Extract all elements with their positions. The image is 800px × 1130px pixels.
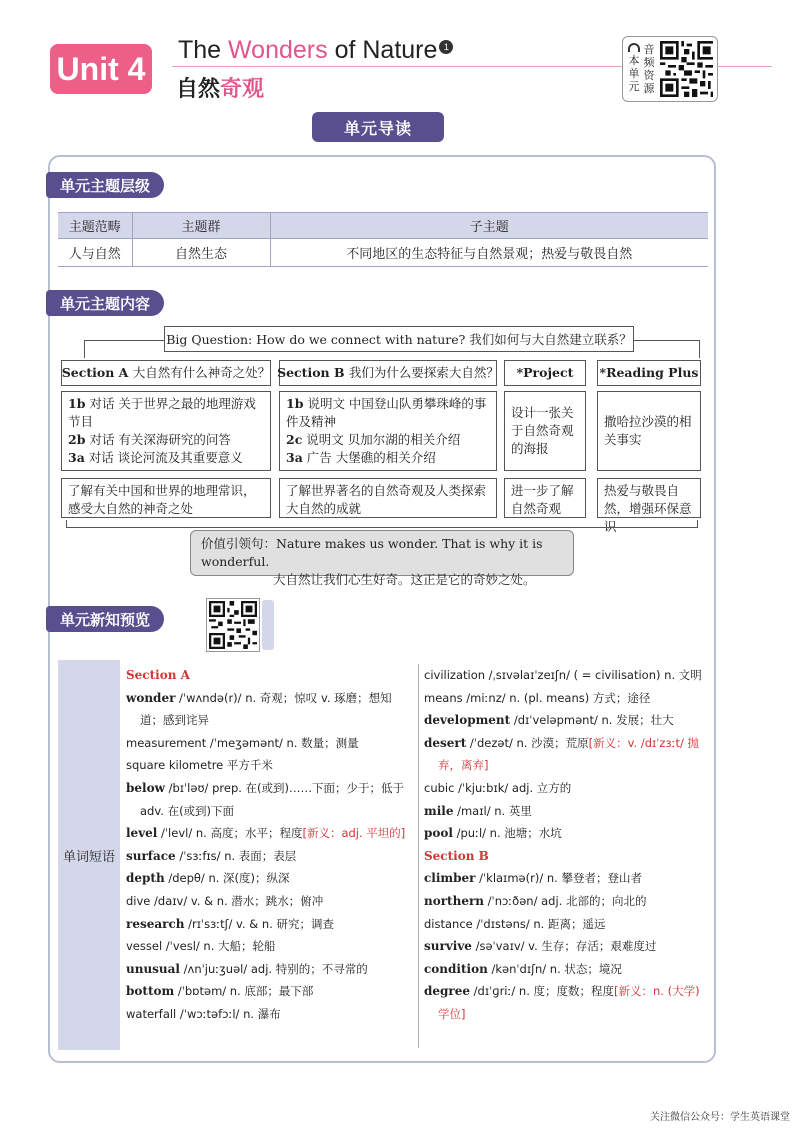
vocab-entry (424, 935, 706, 958)
vocab-definition: /ˈnɔːðən/ adj. 北部的；向北的 (484, 893, 647, 908)
table-cell: 人与自然 (58, 239, 132, 267)
section-a-items (61, 391, 271, 471)
vocab-new-meaning: [新义：v. /dɪˈzɜːt/ 抛弃，离弃] (438, 735, 699, 773)
vocab-word: unusual (126, 961, 180, 976)
value-en: Nature makes us wonder. That is why it is wonderful. (201, 536, 543, 569)
vocab-entry (424, 777, 706, 800)
audio-label-5: 元 (628, 80, 640, 93)
item-text: 广告 大堡礁的相关介绍 (306, 450, 436, 465)
vocab-definition: /ˈwʌndə(r)/ n. 奇观；惊叹 v. 琢磨；想知道；感到诧异 (140, 690, 392, 728)
vocab-word: level (126, 826, 158, 841)
section-title-theme-content: 单元主题内容 (46, 290, 164, 316)
list-item (68, 395, 264, 431)
item-code: 2c (286, 432, 303, 447)
unit-title-en (178, 36, 453, 65)
vocab-definition: /dɪˈveləpmənt/ n. 发展；壮大 (510, 713, 674, 728)
vocab-definition: /dɪˈɡriː/ n. 度；度数；程度 (470, 984, 615, 999)
table-cell: 自然生态 (132, 239, 270, 267)
audio-label-3: 单 (628, 67, 640, 80)
section-title-preview: 单元新知预览 (46, 606, 164, 632)
vocab-definition: cubic /ˈkjuːbɪk/ adj. 立方的 (424, 780, 572, 795)
vocab-definition: /depθ/ n. 深(度)；纵深 (164, 871, 290, 886)
value-cn: 大自然让我们心生好奇。这正是它的奇妙之处。 (273, 572, 536, 587)
value-statement (190, 530, 574, 587)
vocab-definition: /ˈklaɪmə(r)/ n. 攀登者；登山者 (475, 871, 642, 886)
vocab-word: bottom (126, 984, 175, 999)
theme-level-table (58, 212, 708, 267)
column-header-reading-plus: *Reading Plus (597, 360, 701, 386)
list-item (68, 449, 264, 467)
table-cell: 不同地区的生态特征与自然景观；热爱与敬畏自然 (270, 239, 708, 267)
vocab-entry (424, 687, 706, 710)
vocab-word: pool (424, 826, 453, 841)
item-text: 说明文 中国登山队勇攀珠峰的事件及精神 (286, 396, 487, 429)
item-text: 对话 有关深海研究的问答 (89, 432, 231, 447)
vocab-definition: /ˈlevl/ n. 高度；水平；程度 (157, 826, 303, 841)
connector-right (634, 340, 700, 358)
column-header-section-b (279, 360, 497, 386)
table-header: 主题群 (132, 213, 270, 239)
vocab-entry (424, 709, 706, 732)
audio-label-0: 音 (643, 43, 655, 56)
vocab-definition: /ˈsɜːfɪs/ n. 表面；表层 (175, 848, 297, 863)
title-part-2: Wonders (228, 36, 328, 64)
vocab-definition: dive /daɪv/ v. & n. 潜水；跳水；俯冲 (126, 893, 324, 908)
title-part-1: The (178, 36, 229, 64)
qr-code-icon[interactable] (660, 41, 713, 97)
vocab-word: below (126, 780, 165, 795)
vocab-entry (126, 890, 412, 913)
item-code: 2b (68, 432, 86, 447)
vocab-entry (126, 822, 412, 845)
preview-qr-code-icon[interactable] (206, 598, 260, 652)
column-header-section-a (61, 360, 271, 386)
vocab-entry (126, 935, 412, 958)
value-label: 价值引领句： (201, 536, 277, 551)
vocab-entry (126, 754, 412, 777)
vocab-definition: /kənˈdɪʃn/ n. 状态；境况 (487, 961, 622, 976)
vocab-new-meaning: [新义：n. (大学)学位] (438, 984, 700, 1021)
list-item (286, 395, 490, 431)
vocab-entry (126, 867, 412, 890)
item-text: 说明文 贝加尔湖的相关介绍 (306, 432, 461, 447)
vocab-word: wonder (126, 690, 176, 705)
audio-label-2: 频 (643, 56, 655, 69)
unit-tag: Unit 4 (50, 44, 152, 94)
list-item (286, 449, 490, 467)
vocab-word: degree (424, 984, 471, 999)
vocab-definition: /rɪˈsɜːtʃ/ v. & n. 研究；调查 (184, 916, 335, 931)
vocab-entry (424, 800, 706, 823)
title-part-3: of Nature (327, 36, 438, 64)
vocab-definition: measurement /ˈmeʒəmənt/ n. 数量；测量 (126, 735, 359, 750)
reading-plus-text: 撒哈拉沙漠的相关事实 (604, 414, 692, 447)
item-text: 对话 谈论河流及其重要意义 (88, 450, 243, 465)
item-code: 1b (68, 396, 86, 411)
connector-left (84, 340, 164, 358)
vocab-entry (126, 1003, 412, 1026)
section-title-theme-level: 单元主题层级 (46, 172, 164, 198)
column-header-cn: 大自然有什么神奇之处？ (132, 365, 271, 380)
title-cn-b: 奇观 (220, 77, 265, 102)
vocab-word: surface (126, 848, 176, 863)
vocab-new-meaning: [新义：adj. 平坦的] (302, 826, 406, 841)
vocab-word: condition (424, 961, 488, 976)
vocab-definition: means /miːnz/ n. (pl. means) 方式；途径 (424, 690, 651, 705)
vocab-definition: /ˈbɒtəm/ n. 底部；最下部 (174, 984, 314, 999)
vocab-entry (126, 845, 412, 868)
vocab-entry (126, 732, 412, 755)
vocab-word: survive (424, 939, 472, 954)
vocab-section-a-title: Section A (126, 668, 190, 682)
audio-label-6: 源 (643, 82, 655, 95)
list-item (68, 431, 264, 449)
table-header: 子主题 (270, 213, 708, 239)
vocab-right-column (424, 664, 706, 1026)
title-cn-a: 自然 (176, 77, 221, 102)
section-a-goal: 了解有关中国和世界的地理常识，感受大自然的神奇之处 (61, 478, 271, 518)
audio-label-4: 资 (643, 69, 655, 82)
list-item (286, 431, 490, 449)
headphone-icon (628, 43, 640, 52)
vocab-word: development (424, 713, 511, 728)
footer-note: 关注微信公众号：学生英语课堂 (650, 1112, 790, 1123)
item-code: 1b (286, 396, 304, 411)
project-content (504, 391, 586, 471)
item-code: 3a (286, 450, 303, 465)
table-header: 主题范畴 (58, 213, 132, 239)
item-code: 3a (68, 450, 85, 465)
item-text: 对话 关于世界之最的地理游戏节目 (68, 396, 256, 429)
vocab-definition: waterfall /ˈwɔːtəfɔːl/ n. 瀑布 (126, 1006, 281, 1021)
reading-plus-goal: 热爱与敬畏自然，增强环保意识 (597, 478, 701, 518)
vocab-definition: square kilometre 平方千米 (126, 758, 273, 773)
vocab-definition: /puːl/ n. 池塘；水坑 (452, 826, 562, 841)
vocab-entry (126, 958, 412, 981)
big-question: Big Question: How do we connect with nature? 我们如何与大自然建立联系？ (164, 326, 634, 352)
vocab-side-label: 单词短语 (58, 660, 120, 1050)
vocab-definition: civilization /ˌsɪvəlaɪˈzeɪʃn/ ( = civilisation) n. 文明 (424, 668, 702, 682)
column-header-cn: 我们为什么要探索大自然？ (348, 365, 499, 380)
vocab-entry (126, 687, 412, 732)
vocab-entry (126, 980, 412, 1003)
vocab-word: northern (424, 893, 484, 908)
vocab-definition: /ʌnˈjuːʒuəl/ adj. 特别的；不寻常的 (180, 961, 368, 976)
unit-title-cn (176, 72, 264, 103)
vocab-entry (126, 777, 412, 822)
vocab-section-b-title: Section B (424, 848, 489, 863)
vocab-entry (126, 913, 412, 936)
qr-side-tab (262, 600, 274, 650)
bottom-brace (66, 520, 698, 528)
vocab-left-column (126, 664, 412, 1026)
unit-guide-banner: 单元导读 (312, 112, 444, 142)
audio-label-1: 本 (628, 54, 640, 67)
vocab-word: research (126, 916, 185, 931)
vocab-entry (424, 913, 706, 936)
vocab-definition: /bɪˈləʊ/ prep. 在(或到)……下面；少于；低于 adv. 在(或到)下面 (140, 780, 405, 818)
vocab-entry (424, 822, 706, 845)
reading-plus-content (597, 391, 701, 471)
section-b-goal: 了解世界著名的自然奇观及人类探索大自然的成就 (279, 478, 497, 518)
vocab-word: mile (424, 803, 454, 818)
vocab-entry (424, 664, 706, 687)
column-header-project: *Project (504, 360, 586, 386)
vocab-entry (424, 890, 706, 913)
column-header-en: Section A (61, 365, 129, 380)
section-b-items (279, 391, 497, 471)
audio-resource-box[interactable] (622, 36, 718, 102)
column-header-en: Section B (277, 365, 345, 380)
vocab-definition: vessel /ˈvesl/ n. 大船；轮船 (126, 939, 276, 954)
vocab-definition: distance /ˈdɪstəns/ n. 距离；遥远 (424, 916, 606, 931)
vocab-word: depth (126, 871, 165, 886)
vocab-entry (424, 732, 706, 777)
vocab-entry (424, 980, 706, 1025)
vocab-entry (424, 958, 706, 981)
vocab-definition: /maɪl/ n. 英里 (453, 803, 532, 818)
project-text: 设计一张关于自然奇观的海报 (511, 405, 574, 456)
vocab-word: desert (424, 735, 467, 750)
project-goal: 进一步了解自然奇观 (504, 478, 586, 518)
vocab-entry (424, 867, 706, 890)
vocab-column-divider (418, 664, 419, 1048)
note-mark: 1 (439, 40, 453, 54)
vocab-definition: /ˈdezət/ n. 沙漠；荒原 (466, 735, 589, 750)
vocab-definition: /səˈvaɪv/ v. 生存；存活；艰难度过 (471, 939, 657, 954)
vocab-word: climber (424, 871, 476, 886)
